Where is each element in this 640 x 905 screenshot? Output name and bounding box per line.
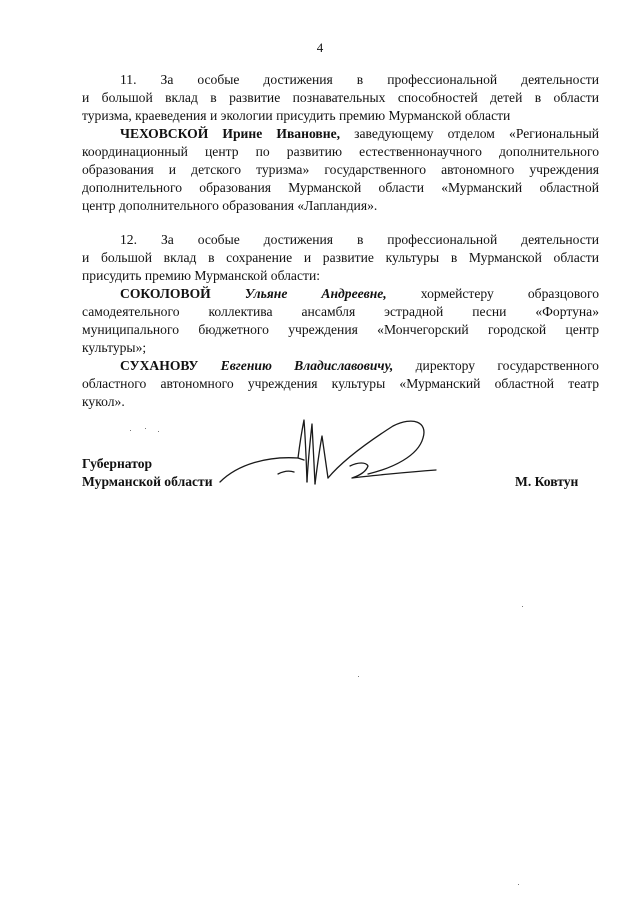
recipient-sukhanov-line-3: кукол». (82, 394, 125, 409)
item-11-line-3: туризма, краеведения и экологии присудить премию Мурманской области (82, 108, 511, 123)
recipient-sokolova-line-1: СОКОЛОВОЙ Ульяне Андреевне, хормейстеру образцового (120, 286, 600, 301)
recipient-sokolova-line-4: культуры»; (82, 340, 147, 355)
recipient-chekhovskaya-line-3: образования и детского туризма» государственного автономного учреждения (82, 162, 599, 177)
recipient-name: СУХАНОВУ (120, 358, 199, 373)
recipient-sokolova-line-3: муниципального бюджетного учреждения «Мончегорский городской центр (82, 322, 599, 337)
signatory-title-line-1: Губернатор (82, 456, 153, 471)
signatory-name: М. Ковтун (515, 474, 579, 489)
page-number: 4 (316, 40, 324, 55)
recipient-sukhanov-line-2: областного автономного учреждения культуры «Мурманский областной театр (82, 376, 599, 391)
recipient-chekhovskaya-line-2: координационный центр по развитию естественнонаучного дополнительного (82, 144, 599, 159)
scan-speck (130, 430, 131, 431)
scan-speck (522, 606, 523, 607)
item-12-line-2: и большой вклад в сохранение и развитие культуры в Мурманской области (82, 250, 599, 265)
scan-speck (158, 431, 159, 432)
recipient-name: ЧЕХОВСКОЙ Ирине Ивановне, (120, 126, 341, 141)
item-11-line-1: 11. За особые достижения в профессиональной деятельности (120, 72, 599, 87)
item-11-number: 11. (120, 72, 137, 87)
item-12-number: 12. (120, 232, 137, 247)
item-12-line-1: 12. За особые достижения в профессиональной деятельности (120, 232, 599, 247)
recipient-sokolova-line-2: самодеятельного коллектива ансамбля эстрадной песни «Фортуна» (82, 304, 599, 319)
scan-speck (358, 676, 359, 677)
signatory-title-line-2: Мурманской области (82, 474, 213, 489)
scan-speck (518, 884, 519, 885)
recipient-name: СОКОЛОВОЙ (120, 286, 211, 301)
recipient-chekhovskaya-line-1: ЧЕХОВСКОЙ Ирине Ивановне, заведующему отделом «Региональный (120, 126, 599, 141)
handwritten-signature-icon (218, 412, 448, 492)
recipient-name-rest: Ульяне Андреевне, (244, 286, 387, 301)
recipient-chekhovskaya-line-4: дополнительного образования Мурманской области «Мурманский областной (82, 180, 599, 195)
recipient-chekhovskaya-line-5: центр дополнительного образования «Лапландия». (82, 198, 378, 213)
recipient-name-rest: Евгению Владиславовичу, (220, 358, 394, 373)
item-11-line-2: и большой вклад в развитие познавательных способностей детей в области (82, 90, 599, 105)
scan-speck (145, 428, 146, 429)
recipient-sukhanov-line-1: СУХАНОВУ Евгению Владиславовичу, директору государственного (120, 358, 599, 373)
item-12-line-3: присудить премию Мурманской области: (82, 268, 320, 283)
